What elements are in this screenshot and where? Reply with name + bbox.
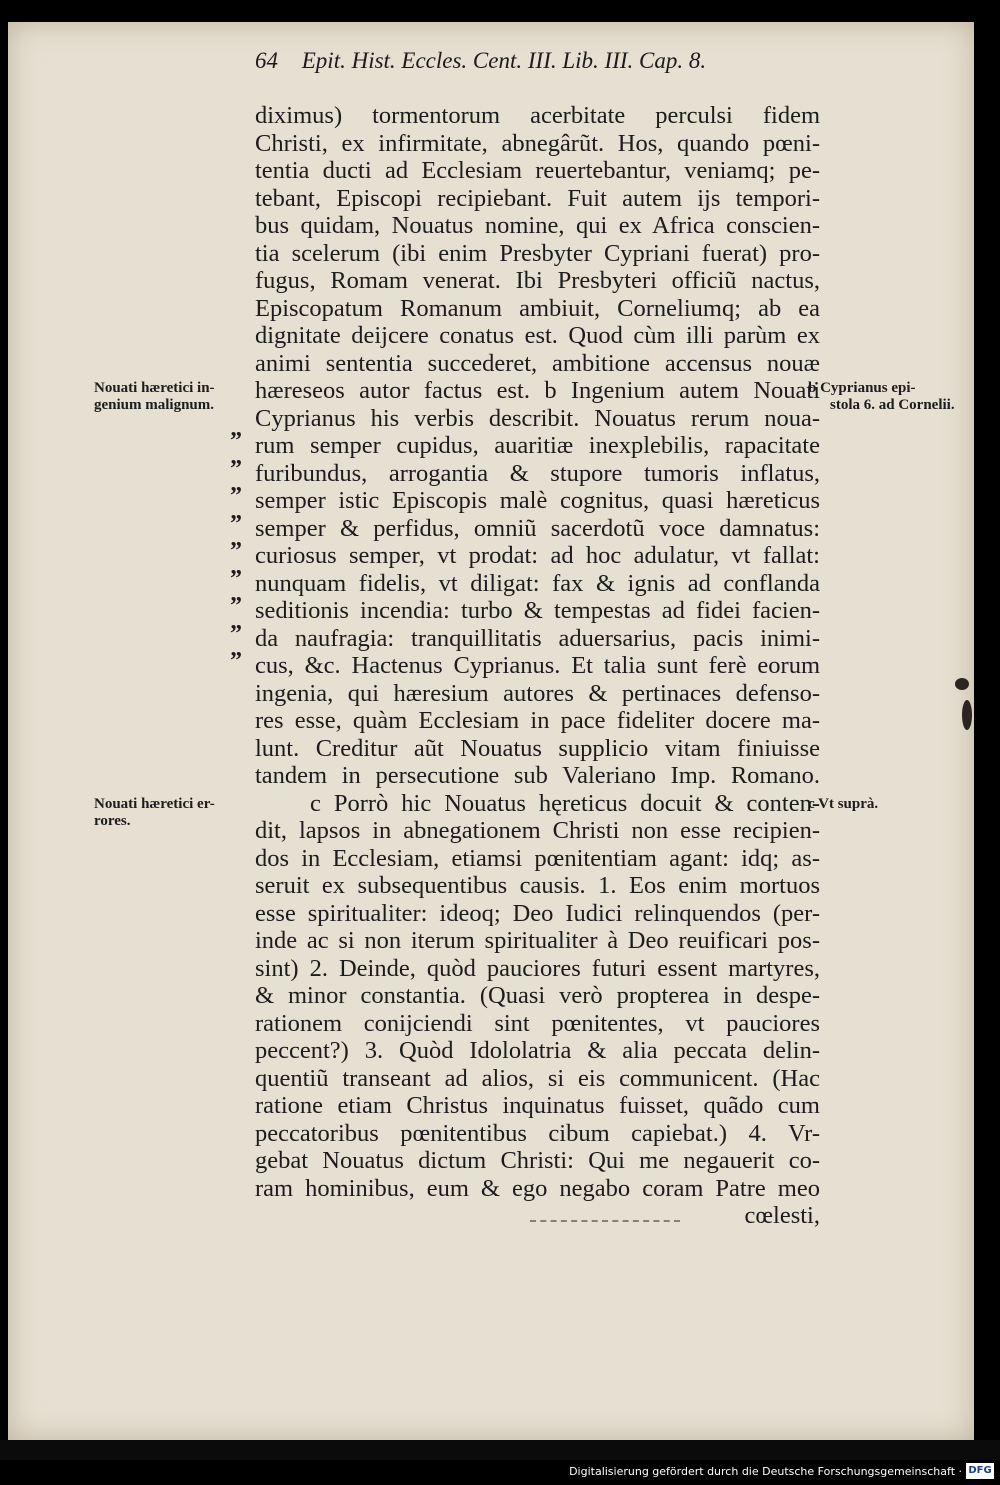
text-line: tebant, Episcopi recipiebant. Fuit autem ijs tempori- <box>255 184 820 212</box>
text-line: quentiũ transeant ad alios, si eis communicent. (Hac <box>255 1064 820 1092</box>
text-line: res esse, quàm Ecclesiam in pace fideliter docere ma- <box>255 707 820 734</box>
main-text-block <box>255 102 820 1230</box>
footer-credit: Digitalisierung gefördert durch die Deutsche Forschungsgemeinschaft · <box>569 1465 962 1478</box>
text-line: nunquam fidelis, vt diligat: fax & ignis ad conflanda <box>255 569 820 597</box>
page-number: 64 <box>255 48 278 73</box>
text-line: tia scelerum (ibi enim Presbyter Cypriani fuerat) pro- <box>255 239 820 267</box>
text-line: Cyprianus his verbis describit. Nouatus rerum noua- <box>255 404 820 432</box>
text-line: Episcopatum Romanum ambiuit, Corneliumq; ab ea <box>255 294 820 322</box>
text-line: animi sententia succederet, ambitione accensus nouæ <box>255 349 820 377</box>
text-line: bus quidam, Nouatus nomine, qui ex Africa conscien- <box>255 212 820 239</box>
text-line: & minor constantia. (Quasi verò propterea in despe- <box>255 982 820 1009</box>
text-line: inde ac si non iterum spiritualiter à Deo reuificari pos- <box>255 927 820 954</box>
text-line: peccatoribus pœnitentibus cibum capiebat.) 4. Vr- <box>255 1119 820 1147</box>
quote-mark: ” <box>230 428 242 454</box>
ink-stain <box>962 700 972 730</box>
quote-mark: ” <box>230 538 242 564</box>
bottom-dash-rule <box>530 1220 680 1222</box>
text-line: hæreseos autor factus est. b Ingenium autem Nouati <box>255 377 820 404</box>
text-line: rationem conijciendi sint pœnitentes, vt pauciores <box>255 1009 820 1037</box>
text-line: furibundus, arrogantia & stupore tumoris inflatus, <box>255 459 820 487</box>
text-line: dos in Ecclesiam, etiamsi pœnitentiam agant: idq; as- <box>255 844 820 872</box>
text-line: seruit ex subsequentibus causis. 1. Eos enim mortuos <box>255 872 820 899</box>
quote-mark: ” <box>230 511 242 537</box>
ink-stain <box>955 678 969 690</box>
text-line: ingenia, qui hæresium autores & pertinaces defenso- <box>255 679 820 707</box>
text-line: dignitate deijcere conatus est. Quod cùm illi parùm ex <box>255 322 820 349</box>
quote-mark: ” <box>230 593 242 619</box>
margin-note-right-1: b Cyprianus epi- stola 6. ad Cornelii. <box>808 380 955 413</box>
text-line: curiosus semper, vt prodat: ad hoc adulatur, vt fallat: <box>255 542 820 569</box>
text-line: peccent?) 3. Quòd Idololatria & alia peccata delin- <box>255 1037 820 1064</box>
quote-mark: ” <box>230 621 242 647</box>
text-line: cus, &c. Hactenus Cyprianus. Et talia sunt ferè eorum <box>255 652 820 679</box>
text-line: da naufragia: tranquillitatis aduersarius, pacis inimi- <box>255 624 820 652</box>
text-line: lunt. Creditur aũt Nouatus supplicio vitam finiuisse <box>255 734 820 762</box>
text-line: semper istic Episcopis malè cognitus, quasi hæreticus <box>255 487 820 514</box>
text-line: tentia ducti ad Ecclesiam reuertebantur, veniamq; pe- <box>255 157 820 184</box>
quote-mark: ” <box>230 456 242 482</box>
running-header <box>255 48 855 74</box>
margin-note-left-2: Nouati hæretici er- rores. <box>94 796 215 829</box>
text-line: fugus, Romam venerat. Ibi Presbyteri officiũ nactus, <box>255 267 820 294</box>
catchword: cœlesti, <box>744 1202 820 1229</box>
quote-mark: ” <box>230 648 242 674</box>
running-title: Epit. Hist. Eccles. Cent. III. Lib. III. Cap. 8. <box>301 48 707 73</box>
text-line: dit, lapsos in abnegationem Christi non esse recipien- <box>255 817 820 844</box>
text-line: tandem in persecutione sub Valeriano Imp. Romano. <box>255 762 820 789</box>
margin-note-left-1: Nouati hæretici in- genium malignum. <box>94 380 215 413</box>
text-line: diximus) tormentorum acerbitate perculsi fidem <box>255 102 820 129</box>
text-line: ratione etiam Christus inquinatus fuisset, quãdo cum <box>255 1092 820 1119</box>
text-line: esse spiritualiter: ideoq; Deo Iudici relinquendos (per- <box>255 899 820 927</box>
text-line: seditionis incendia: turbo & tempestas ad fidei facien- <box>255 597 820 624</box>
bottom-bar <box>0 1440 1000 1460</box>
text-line: rum semper cupidus, auaritiæ inexplebilis, rapacitate <box>255 432 820 459</box>
quote-mark: ” <box>230 483 242 509</box>
dfg-logo-icon: DFG <box>966 1463 994 1479</box>
text-line: gebat Nouatus dictum Christi: Qui me negauerit co- <box>255 1147 820 1174</box>
quote-mark: ” <box>230 566 242 592</box>
text-line: c Porrò hic Nouatus hęreticus docuit & conten- <box>310 789 820 817</box>
margin-note-right-2: c Vt suprà. <box>808 796 879 812</box>
text-line: sint) 2. Deinde, quòd pauciores futuri essent martyres, <box>255 954 820 982</box>
text-line: Christi, ex infirmitate, abnegârũt. Hos, quando pœni- <box>255 129 820 157</box>
text-line: semper & perfidus, omniũ sacerdotũ voce damnatus: <box>255 514 820 542</box>
text-line: ram hominibus, eum & ego negabo coram Patre meo <box>255 1174 820 1202</box>
